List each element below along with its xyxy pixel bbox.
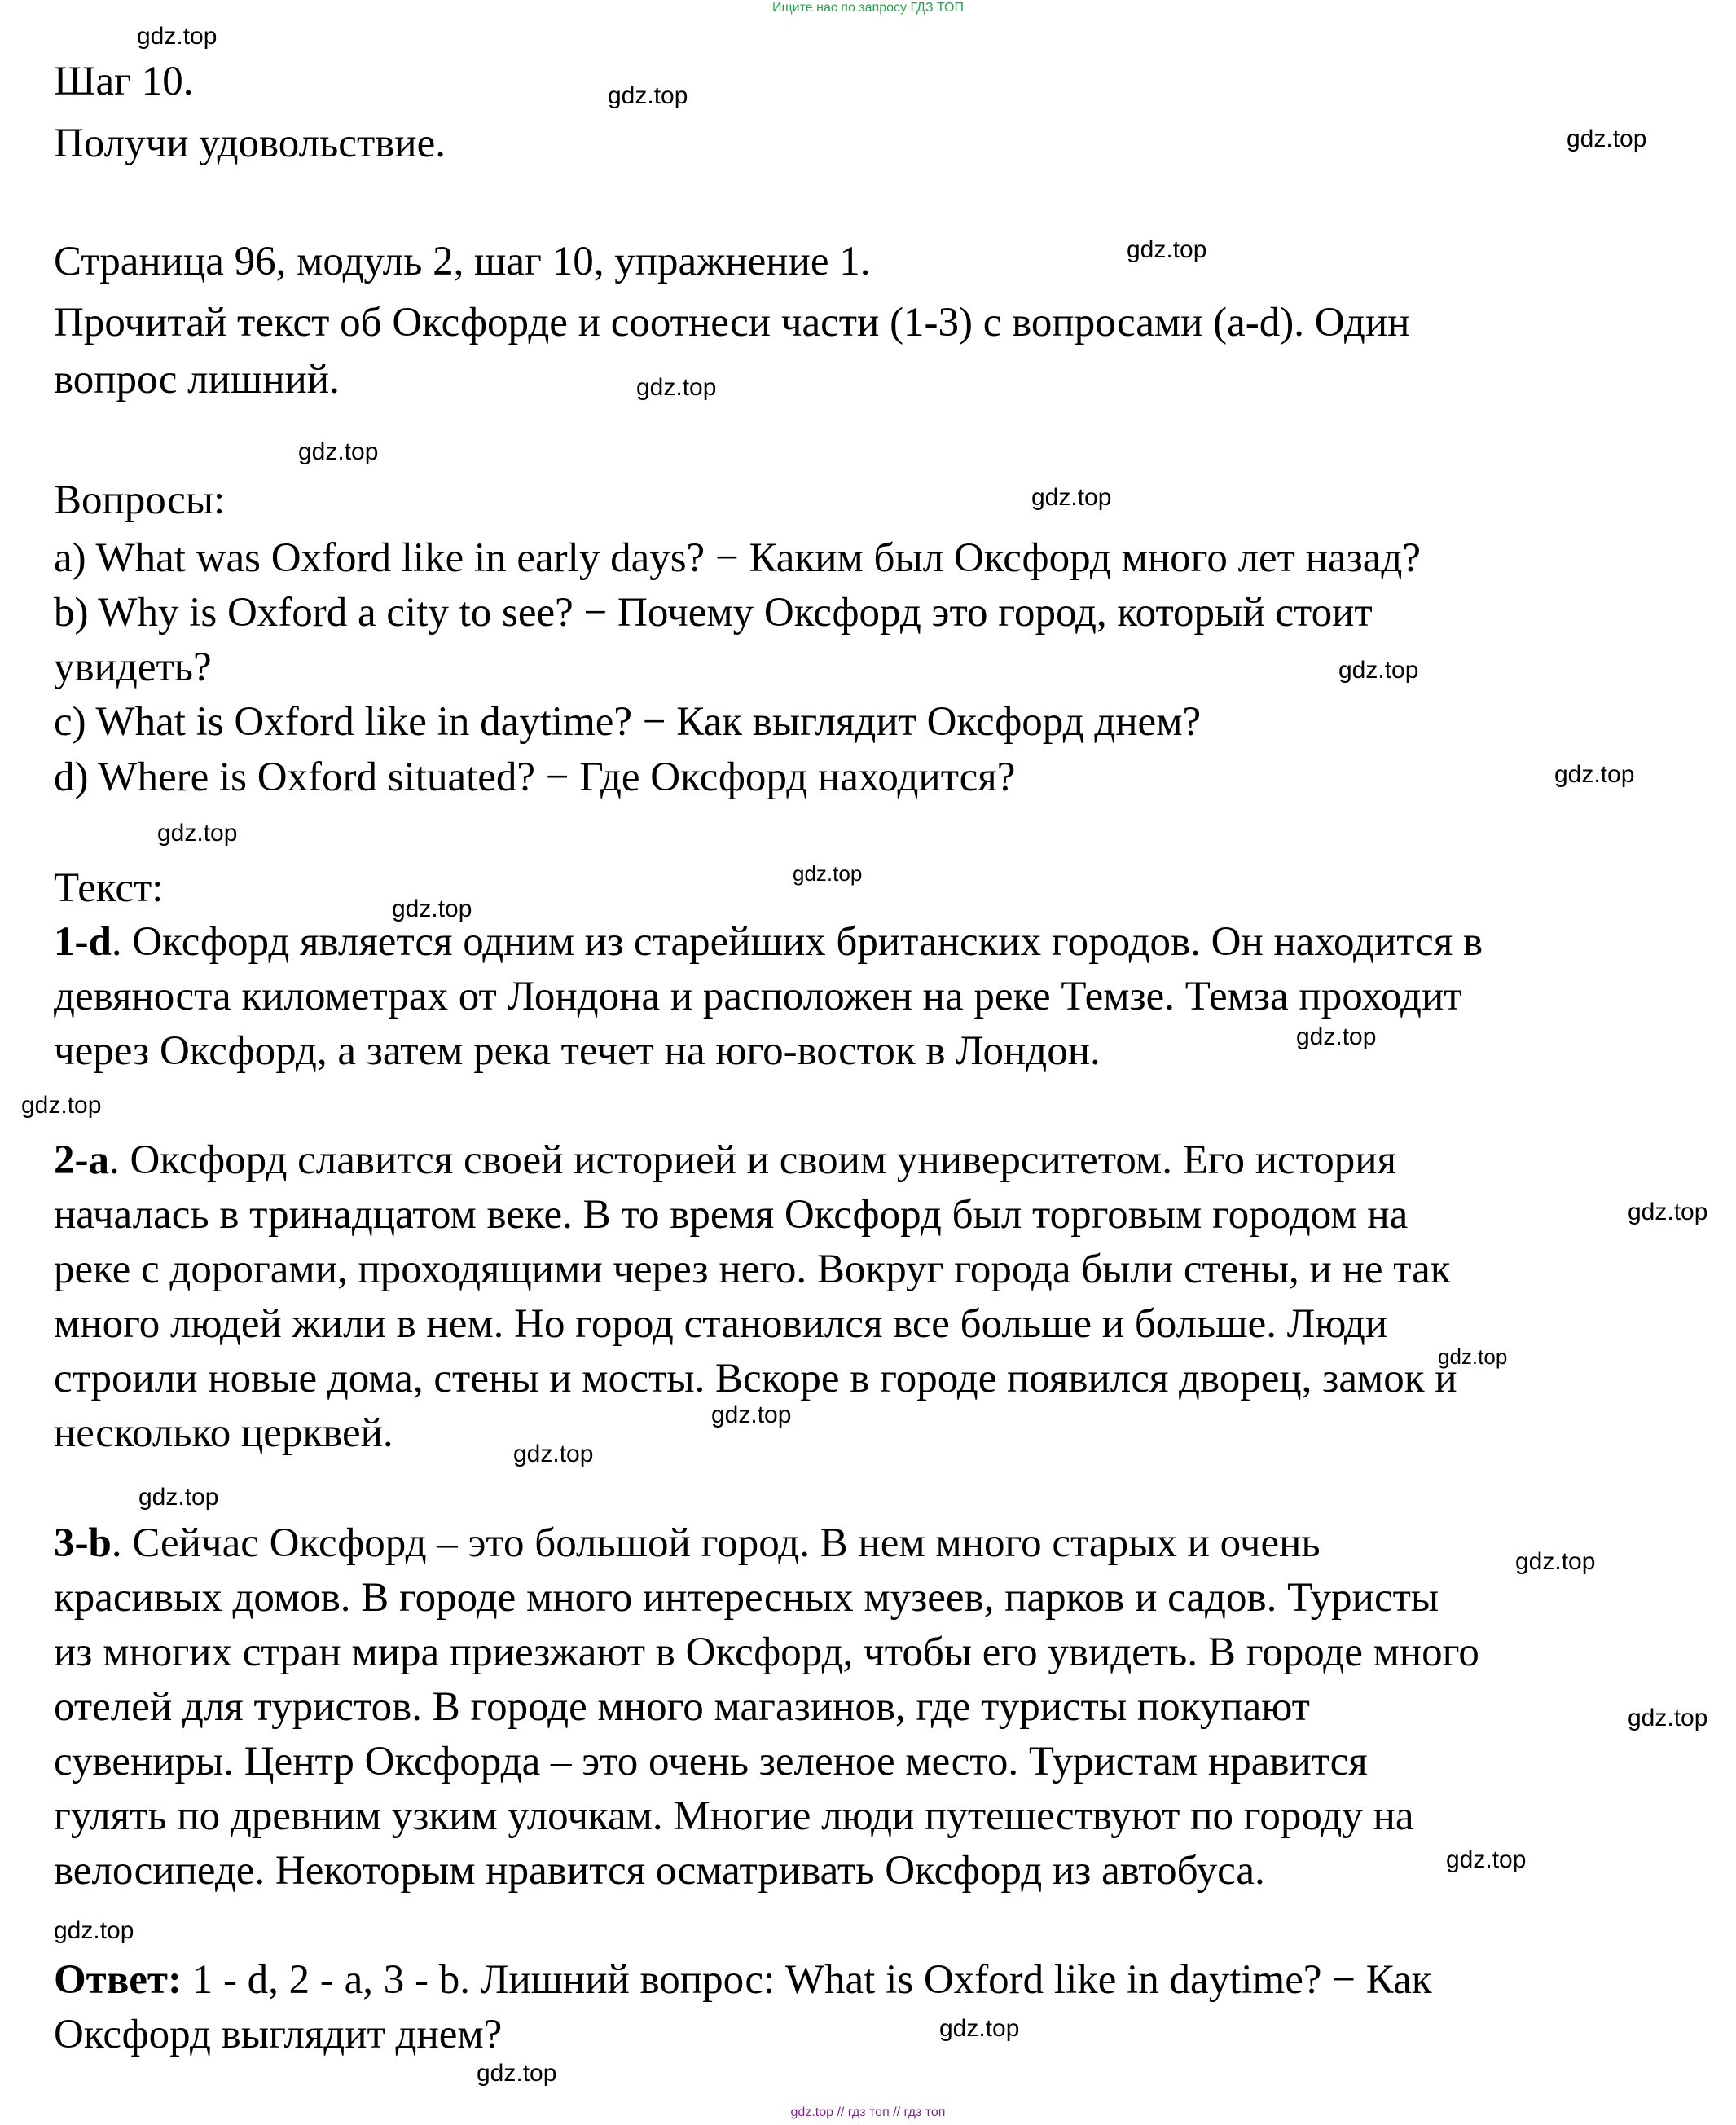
part2-line-6: несколько церквей.	[54, 1410, 393, 1456]
watermark: gdz.top	[1628, 1705, 1708, 1731]
watermark: gdz.top	[1338, 657, 1419, 684]
question-c: c) What is Oxford like in daytime? − Как выглядит Оксфорд днем?	[54, 699, 1202, 745]
part3-line-3: из многих стран мира приезжают в Оксфорд, чтобы его увидеть. В городе много	[54, 1630, 1479, 1675]
part3-line-6: гулять по древним узким улочкам. Многие люди путешествуют по городу на	[54, 1793, 1414, 1839]
part3-text: . Сейчас Оксфорд – это большой город. В нем много старых и очень	[111, 1520, 1321, 1566]
watermark: gdz.top	[711, 1401, 792, 1428]
part2-line-4: много людей жили в нем. Но город становился все больше и больше. Люди	[54, 1301, 1388, 1347]
question-b: b) Why is Oxford a city to see? − Почему Оксфорд это город, который стоит	[54, 590, 1373, 636]
part3-line-1	[54, 1519, 1321, 1568]
watermark: gdz.top	[1031, 484, 1112, 511]
questions-heading: Вопросы:	[54, 477, 226, 523]
exercise-ref: Страница 96, модуль 2, шаг 10, упражнение 1.	[54, 239, 871, 284]
part2-line-1	[54, 1136, 1396, 1185]
watermark: gdz.top	[21, 1092, 102, 1119]
part1-text: . Оксфорд является одним из старейших британских городов. Он находится в	[111, 919, 1483, 965]
watermark: gdz.top	[1628, 1199, 1708, 1225]
watermark: gdz.top	[793, 861, 863, 886]
watermark: gdz.top	[138, 1484, 219, 1511]
watermark: gdz.top	[1438, 1344, 1508, 1369]
task-line-1: Прочитай текст об Оксфорде и соотнеси части (1-3) с вопросами (a-d). Один	[54, 300, 1410, 345]
part1-label: 1-d	[54, 919, 112, 965]
question-b-cont: увидеть?	[54, 645, 212, 690]
watermark: gdz.top	[54, 1917, 134, 1944]
part1-line-3: через Оксфорд, а затем река течет на юго-восток в Лондон.	[54, 1028, 1101, 1074]
watermark: gdz.top	[608, 82, 688, 109]
part3-line-4: отелей для туристов. В городе много магазинов, где туристы покупают	[54, 1684, 1310, 1730]
question-d: d) Where is Oxford situated? − Где Оксфорд находится?	[54, 755, 1016, 800]
watermark: gdz.top	[636, 374, 717, 401]
part3-line-5: сувениры. Центр Оксфорда – это очень зеленое место. Туристам нравится	[54, 1739, 1368, 1784]
answer-line-2: Оксфорд выглядит днем?	[54, 2012, 503, 2057]
watermark: gdz.top	[1567, 125, 1647, 152]
part2-line-5: строили новые дома, стены и мосты. Вскоре в городе появился дворец, замок и	[54, 1356, 1457, 1401]
answer-line-1	[54, 1956, 1432, 2004]
step-subtitle: Получи удовольствие.	[54, 121, 446, 166]
watermark: gdz.top	[137, 23, 218, 50]
bottom-banner: gdz.top // гдз топ // гдз топ	[790, 2105, 946, 2119]
watermark: gdz.top	[513, 1441, 594, 1467]
watermark: gdz.top	[1296, 1023, 1377, 1050]
watermark: gdz.top	[939, 2015, 1020, 2042]
watermark: gdz.top	[477, 2060, 557, 2087]
part3-line-2: красивых домов. В городе много интересных музеев, парков и садов. Туристы	[54, 1575, 1439, 1621]
part1-line-1	[54, 917, 1483, 966]
watermark: gdz.top	[1127, 236, 1207, 263]
watermark: gdz.top	[298, 438, 379, 465]
part1-line-2: девяноста километрах от Лондона и расположен на реке Темзе. Темза проходит	[54, 974, 1462, 1019]
part3-label: 3-b	[54, 1520, 112, 1566]
watermark: gdz.top	[1446, 1846, 1527, 1873]
answer-text: 1 - d, 2 - a, 3 - b. Лишний вопрос: What is Oxford like in daytime? − Как	[181, 1957, 1432, 2003]
task-line-2: вопрос лишний.	[54, 357, 340, 403]
part2-line-2: началась в тринадцатом веке. В то время Оксфорд был торговым городом на	[54, 1192, 1409, 1238]
watermark: gdz.top	[392, 895, 472, 922]
watermark: gdz.top	[157, 820, 238, 847]
top-banner: Ищите нас по запросу ГДЗ ТОП	[772, 1, 964, 15]
part2-line-3: реке с дорогами, проходящими через него. Вокруг города были стены, и не так	[54, 1247, 1451, 1292]
answer-label: Ответ:	[54, 1957, 182, 2003]
part3-line-7: велосипеде. Некоторым нравится осматривать Оксфорд из автобуса.	[54, 1848, 1265, 1894]
part2-text: . Оксфорд славится своей историей и своим университетом. Его история	[108, 1137, 1397, 1183]
part2-label: 2-a	[54, 1137, 109, 1183]
watermark: gdz.top	[1515, 1548, 1596, 1575]
step-title: Шаг 10.	[54, 59, 194, 104]
text-heading: Текст:	[54, 865, 164, 911]
question-a: a) What was Oxford like in early days? − Каким был Оксфорд много лет назад?	[54, 535, 1421, 581]
watermark: gdz.top	[1554, 761, 1635, 788]
